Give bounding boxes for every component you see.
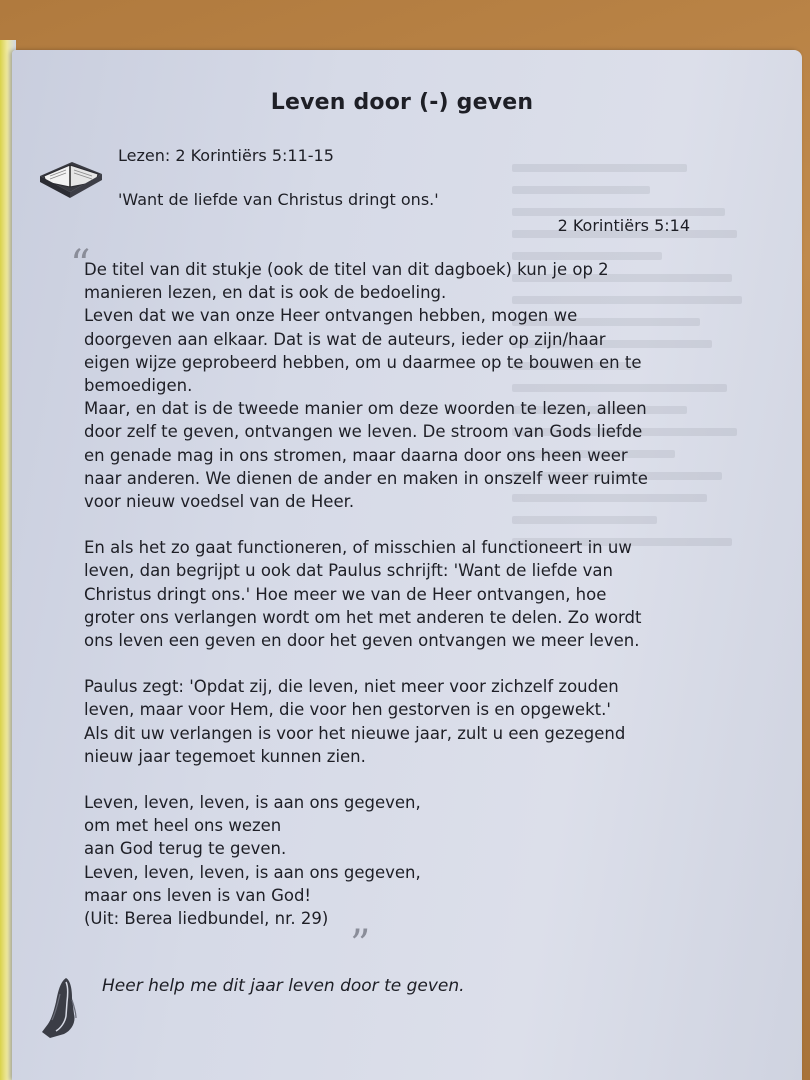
text-line: om met heel ons wezen (84, 816, 282, 836)
text-line: bemoedigen. (84, 376, 193, 396)
text-line: leven, dan begrijpt u ook dat Paulus schrijft: 'Want de liefde van (84, 561, 613, 581)
text-line: ons leven een geven en door het geven ontvangen we meer leven. (84, 631, 640, 651)
text-line: Leven, leven, leven, is aan ons gegeven, (84, 862, 421, 882)
key-verse-quote: 'Want de liefde van Christus dringt ons.' (118, 190, 439, 209)
text-line: Maar, en dat is de tweede manier om deze woorden te lezen, alleen (84, 399, 647, 419)
paragraph-1 (84, 258, 724, 513)
text-line: (Uit: Berea liedbundel, nr. 29) (84, 909, 329, 929)
text-line: Leven dat we van onze Heer ontvangen hebben, mogen we (84, 306, 578, 326)
page-title: Leven door (-) geven (270, 90, 534, 115)
close-quote-icon: ” (350, 922, 371, 968)
open-quote-icon: “ (70, 242, 91, 288)
body-text (84, 258, 724, 930)
text-line: Leven, leven, leven, is aan ons gegeven, (84, 793, 421, 813)
text-line: naar anderen. We dienen de ander en maken in onszelf weer ruimte (84, 468, 648, 488)
text-line: leven, maar voor Hem, die voor hen gestorven is en opgewekt.' (84, 700, 611, 720)
paragraph-2 (84, 536, 724, 652)
key-verse-reference: 2 Korintiërs 5:14 (557, 216, 690, 235)
open-bible-icon (36, 152, 106, 202)
song-verse (84, 791, 724, 930)
paragraph-3 (84, 675, 724, 768)
text-line: nieuw jaar tegemoet kunnen zien. (84, 746, 366, 766)
text-line: doorgeven aan elkaar. Dat is wat de auteurs, ieder op zijn/haar (84, 329, 606, 349)
text-line: manieren lezen, en dat is ook de bedoeling. (84, 283, 447, 303)
reading-reference: Lezen: 2 Korintiërs 5:11-15 (118, 146, 334, 165)
closing-prayer: Heer help me dit jaar leven door te geven. (102, 976, 465, 996)
text-line: eigen wijze geprobeerd hebben, om u daarmee op te bouwen en te (84, 352, 642, 372)
book-page (12, 50, 802, 1080)
text-line: Paulus zegt: 'Opdat zij, die leven, niet meer voor zichzelf zouden (84, 677, 619, 697)
text-line: aan God terug te geven. (84, 839, 287, 859)
text-line: De titel van dit stukje (ook de titel van dit dagboek) kun je op 2 (84, 260, 609, 279)
text-line: door zelf te geven, ontvangen we leven. De stroom van Gods liefde (84, 422, 643, 442)
text-line: groter ons verlangen wordt om het met anderen te delen. Zo wordt (84, 607, 642, 627)
praying-hands-icon (36, 974, 92, 1040)
text-line: en genade mag in ons stromen, maar daarna door ons heen weer (84, 445, 628, 465)
text-line: maar ons leven is van God! (84, 885, 312, 905)
text-line: En als het zo gaat functioneren, of misschien al functioneert in uw (84, 538, 632, 558)
text-line: Als dit uw verlangen is voor het nieuwe jaar, zult u een gezegend (84, 723, 626, 743)
text-line: voor nieuw voedsel van de Heer. (84, 492, 355, 512)
text-line: Christus dringt ons.' Hoe meer we van de Heer ontvangen, hoe (84, 584, 607, 604)
